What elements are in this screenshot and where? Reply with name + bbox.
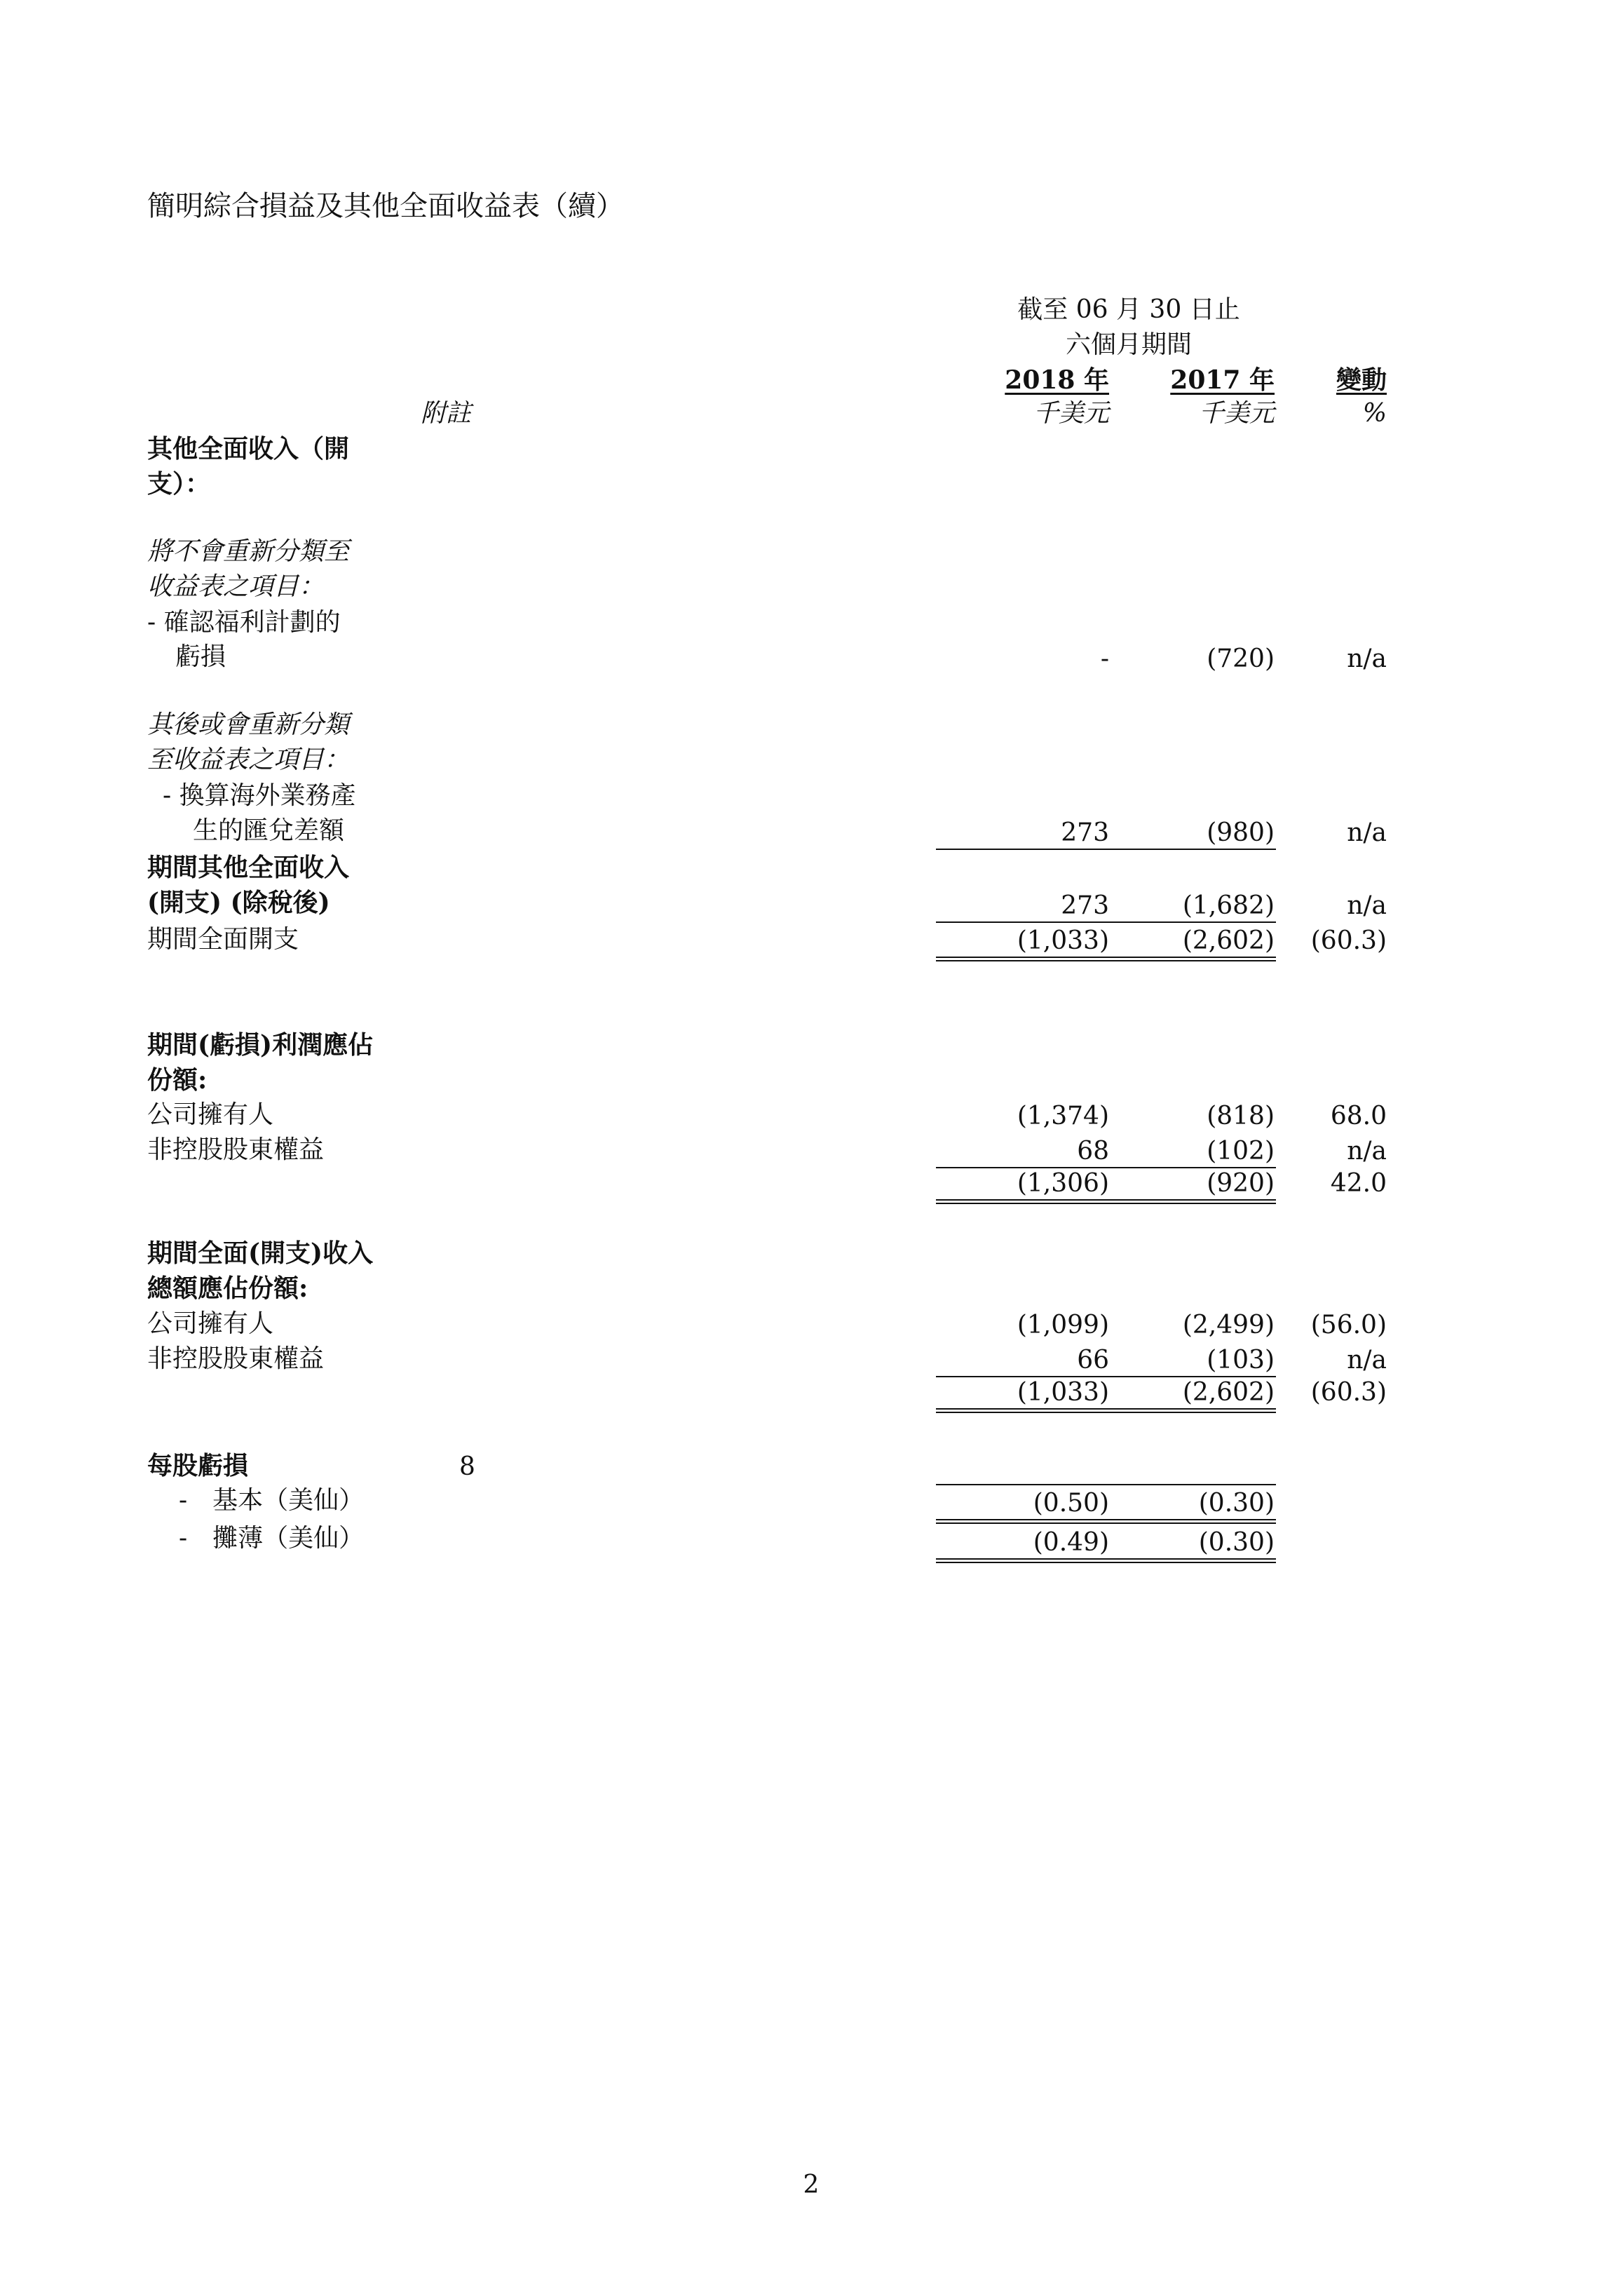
eps-diluted-2017: (0.30)	[1198, 1528, 1275, 1557]
page-number: 2	[803, 2170, 820, 2199]
comprehensive-owners-2018: (1,099)	[1017, 1311, 1109, 1339]
fx-difference-2017: (980)	[1207, 818, 1275, 847]
defined-benefit-label-line1: - 確認福利計劃的	[147, 608, 341, 637]
total-comprehensive-expense-2017: (2,602)	[1182, 926, 1275, 955]
unit-change: %	[1362, 399, 1387, 428]
column-header-2018: 2018 年	[1005, 365, 1109, 395]
total-comprehensive-expense-change: (60.3)	[1310, 926, 1387, 955]
column-header-2017: 2017 年	[1170, 365, 1275, 395]
comprehensive-total-2018: (1,033)	[1017, 1378, 1109, 1407]
total-comprehensive-expense-2018: (1,033)	[1017, 926, 1109, 955]
defined-benefit-2018: -	[1100, 644, 1109, 673]
page-title: 簡明綜合損益及其他全面收益表（續）	[147, 190, 624, 222]
subtotal-rule	[936, 849, 1276, 850]
eps-heading: 每股虧損	[147, 1451, 249, 1480]
profit-total-2017: (920)	[1207, 1169, 1275, 1198]
comprehensive-nci-label: 非控股股東權益	[147, 1344, 325, 1373]
comprehensive-nci-change: n/a	[1347, 1346, 1387, 1375]
eps-basic-label: - 基本（美仙）	[179, 1486, 365, 1515]
comprehensive-total-change: (60.3)	[1310, 1378, 1387, 1407]
not-reclassified-heading-line2: 收益表之項目：	[147, 572, 325, 601]
comprehensive-nci-2017: (103)	[1207, 1346, 1275, 1375]
total-double-rule	[936, 1199, 1276, 1204]
oci-heading-line1: 其他全面收入（開	[147, 434, 350, 464]
total-comprehensive-expense-label: 期間全面開支	[147, 925, 299, 954]
may-reclassify-heading-line1: 其後或會重新分類	[147, 710, 350, 739]
total-double-rule	[936, 1558, 1276, 1563]
oci-net-label-line1: 期間其他全面收入	[147, 853, 350, 882]
unit-2017: 千美元	[1198, 399, 1275, 428]
comprehensive-nci-2018: 66	[1077, 1346, 1109, 1375]
period-header-line1: 截至 06 月 30 日止	[1017, 295, 1240, 324]
defined-benefit-change: n/a	[1347, 644, 1387, 673]
profit-attrib-heading-line2: 份額:	[147, 1065, 208, 1095]
comprehensive-attrib-heading-line2: 總額應佔份額:	[147, 1274, 308, 1303]
profit-nci-label: 非控股股東權益	[147, 1135, 325, 1164]
eps-diluted-label: - 攤薄（美仙）	[179, 1524, 365, 1553]
oci-net-2017: (1,682)	[1182, 891, 1275, 920]
profit-nci-change: n/a	[1347, 1137, 1387, 1166]
period-header-line2: 六個月期間	[1065, 330, 1192, 359]
profit-owners-label: 公司擁有人	[147, 1100, 274, 1129]
profit-total-2018: (1,306)	[1017, 1169, 1109, 1198]
profit-owners-2018: (1,374)	[1017, 1102, 1109, 1130]
profit-owners-2017: (818)	[1207, 1102, 1275, 1130]
oci-net-change: n/a	[1347, 891, 1387, 920]
profit-nci-2018: 68	[1077, 1137, 1109, 1166]
profit-nci-2017: (102)	[1207, 1137, 1275, 1166]
total-double-rule	[936, 1408, 1276, 1413]
comprehensive-owners-label: 公司擁有人	[147, 1309, 274, 1338]
eps-diluted-2018: (0.49)	[1033, 1528, 1109, 1557]
oci-heading-line2: 支）：	[147, 469, 211, 499]
may-reclassify-heading-line2: 至收益表之項目：	[147, 745, 350, 774]
eps-basic-2017: (0.30)	[1198, 1489, 1275, 1518]
column-header-change: 變動	[1336, 365, 1387, 395]
profit-attrib-heading-line1: 期間(虧損)利潤應佔	[147, 1030, 374, 1060]
fx-difference-change: n/a	[1347, 818, 1387, 847]
fx-difference-2018: 273	[1061, 818, 1109, 847]
defined-benefit-2017: (720)	[1207, 644, 1275, 673]
fx-difference-label-line2: 生的匯兌差額	[193, 816, 345, 845]
total-double-rule	[936, 1519, 1276, 1524]
defined-benefit-label-line2: 虧損	[175, 642, 226, 671]
comprehensive-attrib-heading-line1: 期間全面(開支)收入	[147, 1238, 374, 1268]
subtotal-rule	[936, 1484, 1276, 1485]
oci-net-2018: 273	[1061, 891, 1109, 920]
note-column-label: 附註	[421, 399, 472, 428]
profit-owners-change: 68.0	[1330, 1102, 1387, 1130]
comprehensive-owners-change: (56.0)	[1310, 1311, 1387, 1339]
not-reclassified-heading-line1: 將不會重新分類至	[147, 537, 350, 566]
comprehensive-owners-2017: (2,499)	[1182, 1311, 1275, 1339]
fx-difference-label-line1: - 換算海外業務產	[163, 781, 356, 810]
eps-note-ref: 8	[459, 1452, 475, 1481]
eps-basic-2018: (0.50)	[1033, 1489, 1109, 1518]
oci-net-label-line2: (開支) (除稅後)	[147, 888, 330, 917]
subtotal-rule	[936, 921, 1276, 923]
total-double-rule	[936, 957, 1276, 961]
unit-2018: 千美元	[1033, 399, 1109, 428]
profit-total-change: 42.0	[1330, 1169, 1387, 1198]
comprehensive-total-2017: (2,602)	[1182, 1378, 1275, 1407]
